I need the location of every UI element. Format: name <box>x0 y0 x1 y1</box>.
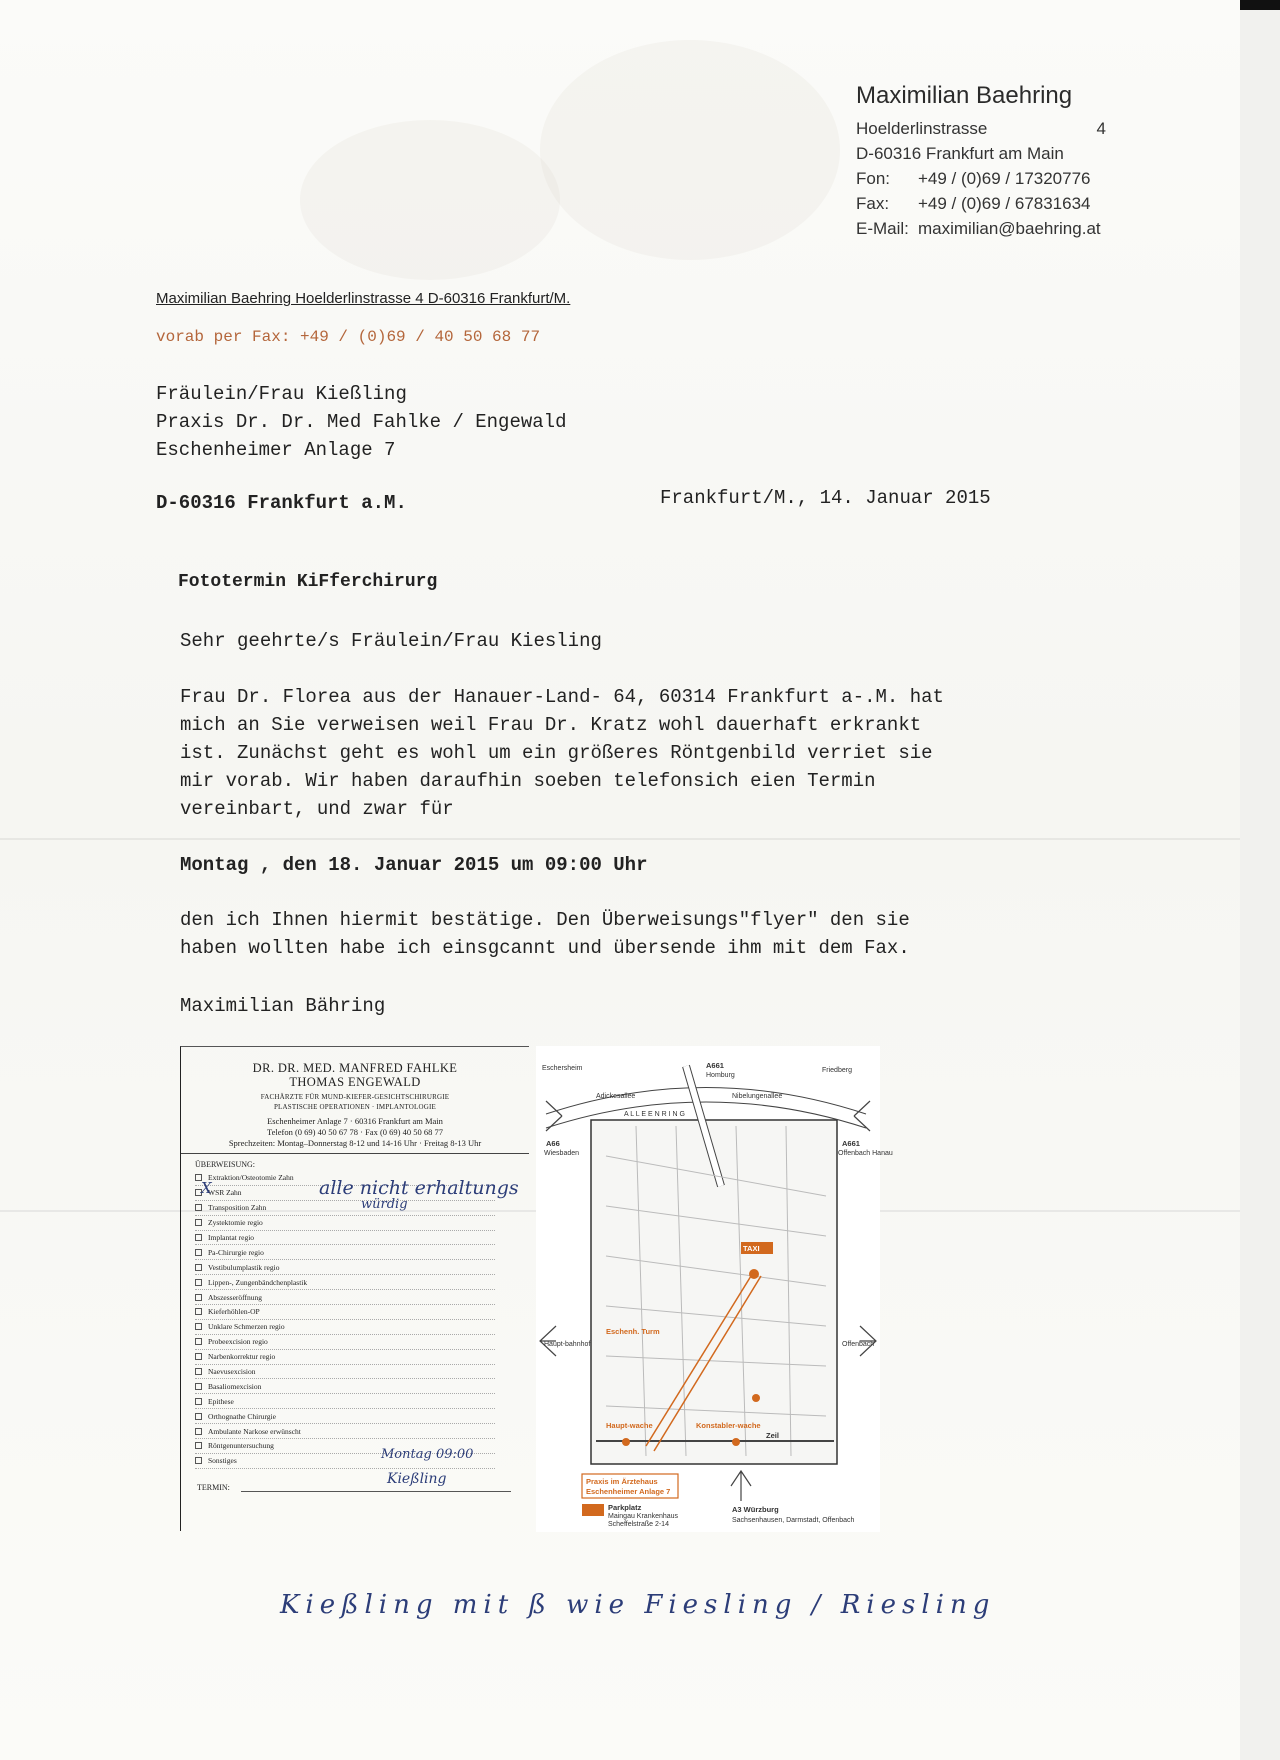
referral-item <box>195 1231 495 1246</box>
sender-fax-label: Fax: <box>856 194 890 213</box>
recipient-line3: Eschenheimer Anlage 7 <box>156 439 396 461</box>
practice-label-2: Eschenheimer Anlage 7 <box>586 1487 671 1496</box>
referral-item-label: Epithese <box>208 1396 234 1406</box>
map-label-hauptwache: Haupt-wache <box>606 1421 653 1430</box>
referral-item-label: Probeexcision regio <box>208 1337 268 1347</box>
parking-label: Parkplatz <box>608 1503 642 1512</box>
flyer-doctor-1: DR. DR. MED. MANFRED FAHLKE <box>252 1061 458 1075</box>
recipient-block <box>156 380 566 464</box>
sender-block <box>856 80 1106 241</box>
location-map <box>536 1046 893 1532</box>
referral-item-label: Kieferhöhlen-OP <box>208 1307 260 1317</box>
referral-item-label: Narbenkorrektur regio <box>208 1352 276 1362</box>
checkbox-icon <box>195 1249 202 1256</box>
referral-card <box>180 1046 529 1531</box>
referral-item-label: Naevusexcision <box>208 1367 256 1377</box>
referral-item <box>195 1290 495 1305</box>
termin-label: TERMIN: <box>197 1483 230 1492</box>
referral-label: ÜBERWEISUNG: <box>195 1160 255 1169</box>
map-label-a3: A3 Würzburg <box>732 1505 779 1514</box>
return-address: Maximilian Baehring Hoelderlinstrasse 4 D-60316 Frankfurt/M. <box>156 290 571 307</box>
map-label-eschenheimer-turm: Eschenh. Turm <box>606 1327 660 1336</box>
referral-item-label: Pa-Chirurgie regio <box>208 1247 264 1257</box>
map-label-zeil: Zeil <box>766 1431 779 1440</box>
referral-item <box>195 1275 495 1290</box>
fax-line: vorab per Fax: +49 / (0)69 / 40 50 68 77 <box>156 328 541 346</box>
referral-item-label: Transposition Zahn <box>208 1203 267 1213</box>
referral-item <box>195 1320 495 1335</box>
referral-item <box>195 1365 495 1380</box>
checkmark-x: X <box>201 1179 212 1197</box>
referral-item <box>195 1201 495 1216</box>
referral-list <box>195 1171 529 1469</box>
map-label-a661: A661 <box>706 1061 724 1070</box>
sender-phone-label: Fon: <box>856 169 891 188</box>
referral-item-label: Basaliomexcision <box>208 1381 262 1391</box>
sender-city: D-60316 Frankfurt am Main <box>856 144 1064 163</box>
map-label-a66: A66 <box>546 1139 560 1148</box>
station-marker <box>752 1394 760 1402</box>
paper-stain <box>300 120 560 280</box>
checkbox-icon <box>195 1428 202 1435</box>
map-label-adickesallee: Adickesallee <box>596 1093 636 1100</box>
checkbox-icon <box>195 1323 202 1330</box>
paper-fold <box>0 838 1240 840</box>
checkbox-icon <box>195 1368 202 1375</box>
referral-item <box>195 1394 495 1409</box>
flyer-phone: Telefon (0 69) 40 50 67 78 · Fax (0 69) 40 50 68 77 <box>267 1127 443 1137</box>
sender-name: Maximilian Baehring <box>856 82 1073 109</box>
referral-item <box>195 1379 495 1394</box>
checkbox-icon <box>195 1234 202 1241</box>
referral-item-label: Abszesseröffnung <box>208 1292 263 1302</box>
termin-line <box>241 1491 511 1492</box>
parking-sub-2: Scheffelstraße 2-14 <box>608 1521 669 1528</box>
handwriting-note-1: alle nicht erhaltungs <box>319 1177 519 1199</box>
map-label-konstablerwache: Konstabler-wache <box>696 1421 761 1430</box>
letter-subject: Fototermin KiFferchirurg <box>178 572 438 592</box>
referral-item-label: Röntgenuntersuchung <box>208 1441 274 1451</box>
signature: Maximilian Bähring <box>180 995 386 1017</box>
map-label-nibelungenallee: Nibelungenallee <box>732 1093 783 1100</box>
flyer-hours: Sprechzeiten: Montag–Donnerstag 8-12 und 14-16 Uhr · Freitag 8-13 Uhr <box>228 1138 482 1148</box>
referral-item-label: WSR Zahn <box>208 1188 242 1198</box>
referral-item-label: Unklare Schmerzen regio <box>208 1322 285 1332</box>
flyer-specialty-1: FACHÄRZTE FÜR MUND-KIEFER-GESICHTSCHIRURGIE <box>260 1093 450 1101</box>
referral-item-label: Sonstiges <box>208 1456 237 1466</box>
station-marker <box>732 1438 740 1446</box>
salutation: Sehr geehrte/s Fräulein/Frau Kiesling <box>180 630 602 652</box>
map-label-a3-sub: Sachsenhausen, Darmstadt, Offenbach <box>732 1517 855 1524</box>
flyer-scan <box>180 1046 893 1532</box>
checkbox-icon <box>195 1264 202 1271</box>
referral-item <box>195 1409 495 1424</box>
sender-street: Hoelderlinstrasse <box>856 119 988 138</box>
referral-item <box>195 1260 495 1275</box>
referral-item-label: Ambulante Narkose erwünscht <box>208 1426 301 1436</box>
checkbox-icon <box>195 1442 202 1449</box>
handwriting-note-4: Kießling <box>387 1471 447 1487</box>
sender-email-row <box>856 216 1106 241</box>
referral-item-label: Vestibulumplastik regio <box>208 1262 280 1272</box>
referral-item-label: Lippen-, Zungenbändchenplastik <box>208 1277 308 1287</box>
checkbox-icon <box>195 1353 202 1360</box>
flyer-header <box>181 1061 529 1149</box>
map-label-alleenring: A L L E E N R I N G <box>624 1111 685 1118</box>
map-label-friedberg: Friedberg <box>822 1067 852 1074</box>
flyer-specialty-2: PLASTISCHE OPERATIONEN · IMPLANTOLOGIE <box>273 1103 437 1111</box>
referral-item <box>195 1216 495 1231</box>
paragraph-1: Frau Dr. Florea aus der Hanauer-Land- 64, 60314 Frankfurt a-.M. hat mich an Sie verweisen weil Frau Dr. Kratz wohl dauerhaft erkrankt ist. Zunächst geht es wohl um ein größeres Röntgenbild verriet sie mir vorab. Wir haben daraufhin soeben telefonsich eien Termin vereinbart, und zwar für <box>180 686 944 820</box>
sender-house-number: 4 <box>1096 119 1106 138</box>
checkbox-icon <box>195 1308 202 1315</box>
sender-fax: +49 / (0)69 / 67831634 <box>918 194 1091 213</box>
checkbox-icon <box>195 1338 202 1345</box>
sender-street-row <box>856 116 1106 141</box>
scan-edge-dark <box>1240 0 1280 10</box>
recipient-city: D-60316 Frankfurt a.M. <box>156 492 407 514</box>
paragraph-2: den ich Ihnen hiermit bestätige. Den Überweisungs"flyer" den sie haben wollten habe ich einsgcannt und übersende ihm mit dem Fax. <box>180 909 910 959</box>
parking-icon <box>582 1504 604 1516</box>
sender-email: maximilian@baehring.at <box>918 219 1101 238</box>
checkbox-icon <box>195 1413 202 1420</box>
sender-phone-row <box>856 166 1106 191</box>
referral-item <box>195 1350 495 1365</box>
referral-item-label: Zystektomie regio <box>208 1218 263 1228</box>
flyer-address: Eschenheimer Anlage 7 · 60316 Frankfurt am Main <box>267 1116 443 1126</box>
checkbox-icon <box>195 1204 202 1211</box>
referral-item-label: Extraktion/Osteotomie Zahn <box>208 1173 294 1183</box>
sender-fax-row <box>856 191 1106 216</box>
checkbox-icon <box>195 1398 202 1405</box>
sender-email-label: E-Mail: <box>856 219 909 238</box>
map-label-hauptbahnhof: Haupt-bahnhof <box>544 1341 591 1348</box>
map-label-offenbach: Offenbach <box>842 1341 875 1348</box>
checkbox-icon <box>195 1294 202 1301</box>
handwriting-note-3: Montag 09:00 <box>381 1447 474 1462</box>
checkbox-icon <box>195 1457 202 1464</box>
flyer-divider <box>181 1153 529 1154</box>
flyer-doctor-2: THOMAS ENGEWALD <box>289 1075 421 1089</box>
handwritten-note: Kießling mit ß wie Fiesling / Riesling <box>280 1590 996 1620</box>
sender-phone: +49 / (0)69 / 17320776 <box>918 169 1091 188</box>
referral-item <box>195 1335 495 1350</box>
map-label-wiesbaden: Wiesbaden <box>544 1150 580 1157</box>
practice-marker <box>749 1269 759 1279</box>
appointment-line: Montag , den 18. Januar 2015 um 09:00 Uhr <box>180 854 648 876</box>
checkbox-icon <box>195 1279 202 1286</box>
station-marker <box>622 1438 630 1446</box>
checkbox-icon <box>195 1219 202 1226</box>
recipient-line2: Praxis Dr. Dr. Med Fahlke / Engewald <box>156 411 567 433</box>
referral-item <box>195 1305 495 1320</box>
handwriting-note-2: würdig <box>361 1197 408 1212</box>
recipient-line1: Fräulein/Frau Kießling <box>156 383 407 405</box>
practice-label-1: Praxis im Ärztehaus <box>586 1477 658 1486</box>
referral-item-label: Implantat regio <box>208 1233 255 1242</box>
map-label-homburg: Homburg <box>706 1072 735 1079</box>
map-label-offenbach-hanau: Offenbach Hanau <box>838 1150 893 1157</box>
map-label-eschersheim: Eschersheim <box>542 1065 583 1072</box>
map-label-a661-east: A661 <box>842 1139 860 1148</box>
referral-item <box>195 1245 495 1260</box>
checkbox-icon <box>195 1383 202 1390</box>
referral-item <box>195 1424 495 1439</box>
parking-sub-1: Maingau Krankenhaus <box>608 1513 679 1520</box>
scan-edge <box>1240 0 1280 1760</box>
map-label-taxi: TAXI <box>743 1244 760 1253</box>
referral-item-label: Orthognathe Chirurgie <box>208 1411 276 1421</box>
letter-date: Frankfurt/M., 14. Januar 2015 <box>660 487 991 509</box>
paper-stain <box>540 40 840 260</box>
